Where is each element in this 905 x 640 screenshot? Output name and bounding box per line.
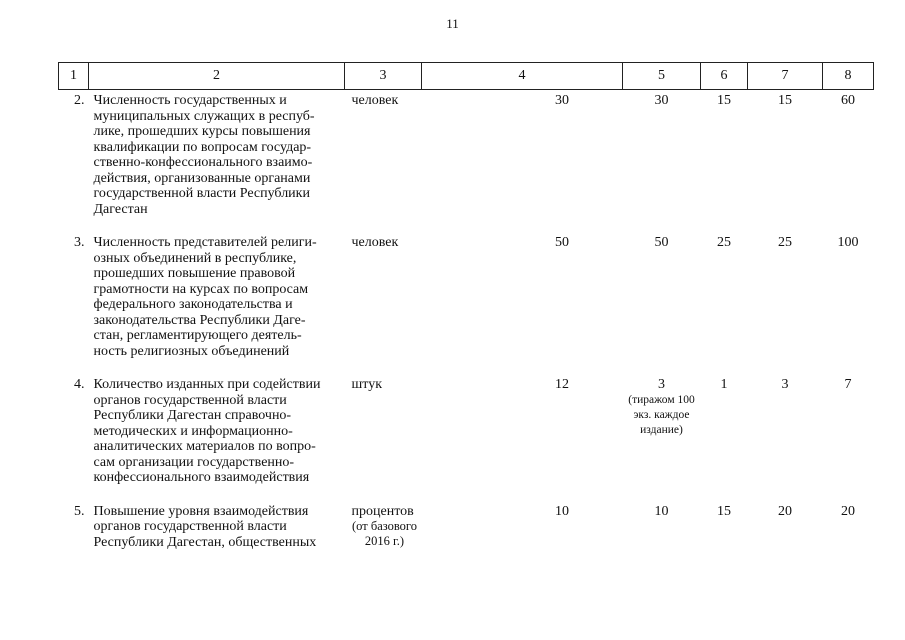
column-number-header-row	[59, 63, 874, 90]
value-col-6: 15	[717, 503, 731, 519]
column-header-5: 5	[623, 63, 701, 90]
column-header-6: 6	[701, 63, 748, 90]
value-col-8: 100	[837, 235, 859, 250]
table-row	[59, 232, 874, 359]
value-col-6: 25	[717, 235, 731, 250]
value-col-5: 10	[654, 503, 669, 519]
print-run-note: (тиражом 100 экз. каждое издание)	[628, 393, 695, 436]
value-col-4: 10	[555, 503, 569, 519]
table-row	[59, 374, 874, 486]
unit-cell: процентов (от базового 2016 г.)	[351, 503, 417, 548]
column-header-3: 3	[345, 63, 422, 90]
value-col-4: 12	[555, 377, 569, 392]
column-header-2: 2	[89, 63, 345, 90]
column-header-7: 7	[748, 63, 823, 90]
value-col-6: 15	[717, 93, 731, 108]
indicator-description: Количество изданных при содействии органов государственной власти Республики Дагестан справочно- методических и информационно- аналитических материалов по вопро- сам организации государственно- конфессионального взаимодействия	[93, 377, 321, 485]
row-number: 3.	[74, 235, 85, 250]
unit-cell: человек	[351, 93, 399, 108]
indicator-description: Повышение уровня взаимодействия органов государственной власти Республики Дагестан, общественных	[93, 503, 317, 550]
value-col-7: 25	[778, 235, 792, 250]
value-col-8: 7	[844, 377, 852, 392]
table-row	[59, 501, 874, 551]
value-col-4: 50	[555, 235, 569, 250]
indicator-description: Численность государственных и муниципальных служащих в респуб- лике, прошедших курсы повышения квалификации по вопросам государ- ственно-конфессионального взаимо- действия, организованные органами государственной власти Республики Дагестан	[93, 93, 315, 217]
row-number: 4.	[74, 377, 85, 392]
value-col-5: 50	[654, 235, 669, 250]
value-col-7: 20	[778, 503, 792, 519]
value-col-5: 30	[654, 93, 669, 108]
value-col-8: 20	[841, 503, 855, 519]
row-number: 5.	[74, 503, 85, 519]
row-number: 2.	[74, 93, 85, 108]
column-header-1: 1	[59, 63, 89, 90]
unit-cell: человек	[351, 235, 399, 250]
column-header-4: 4	[422, 63, 623, 90]
value-col-7: 15	[778, 93, 792, 108]
unit-cell: штук	[351, 377, 383, 392]
value-col-4: 30	[555, 93, 569, 108]
page-number: 11	[446, 16, 459, 31]
column-header-8: 8	[823, 63, 874, 90]
value-col-7: 3	[781, 377, 789, 392]
indicators-table	[58, 62, 874, 550]
value-col-6: 1	[720, 377, 728, 392]
value-col-8: 60	[841, 93, 855, 108]
value-col-5: 3 (тиражом 100 экз. каждое издание)	[623, 374, 701, 486]
unit-note: (от базового 2016 г.)	[352, 519, 417, 548]
table-row	[59, 90, 874, 218]
indicator-description: Численность представителей религи- озных объединений в республике, прошедших повышение правовой грамотности на курсах по вопросам федерального законодательства и законодательства Республики Даге- стан, регламентирующего деятель- ность религиозных объединений	[93, 235, 317, 359]
